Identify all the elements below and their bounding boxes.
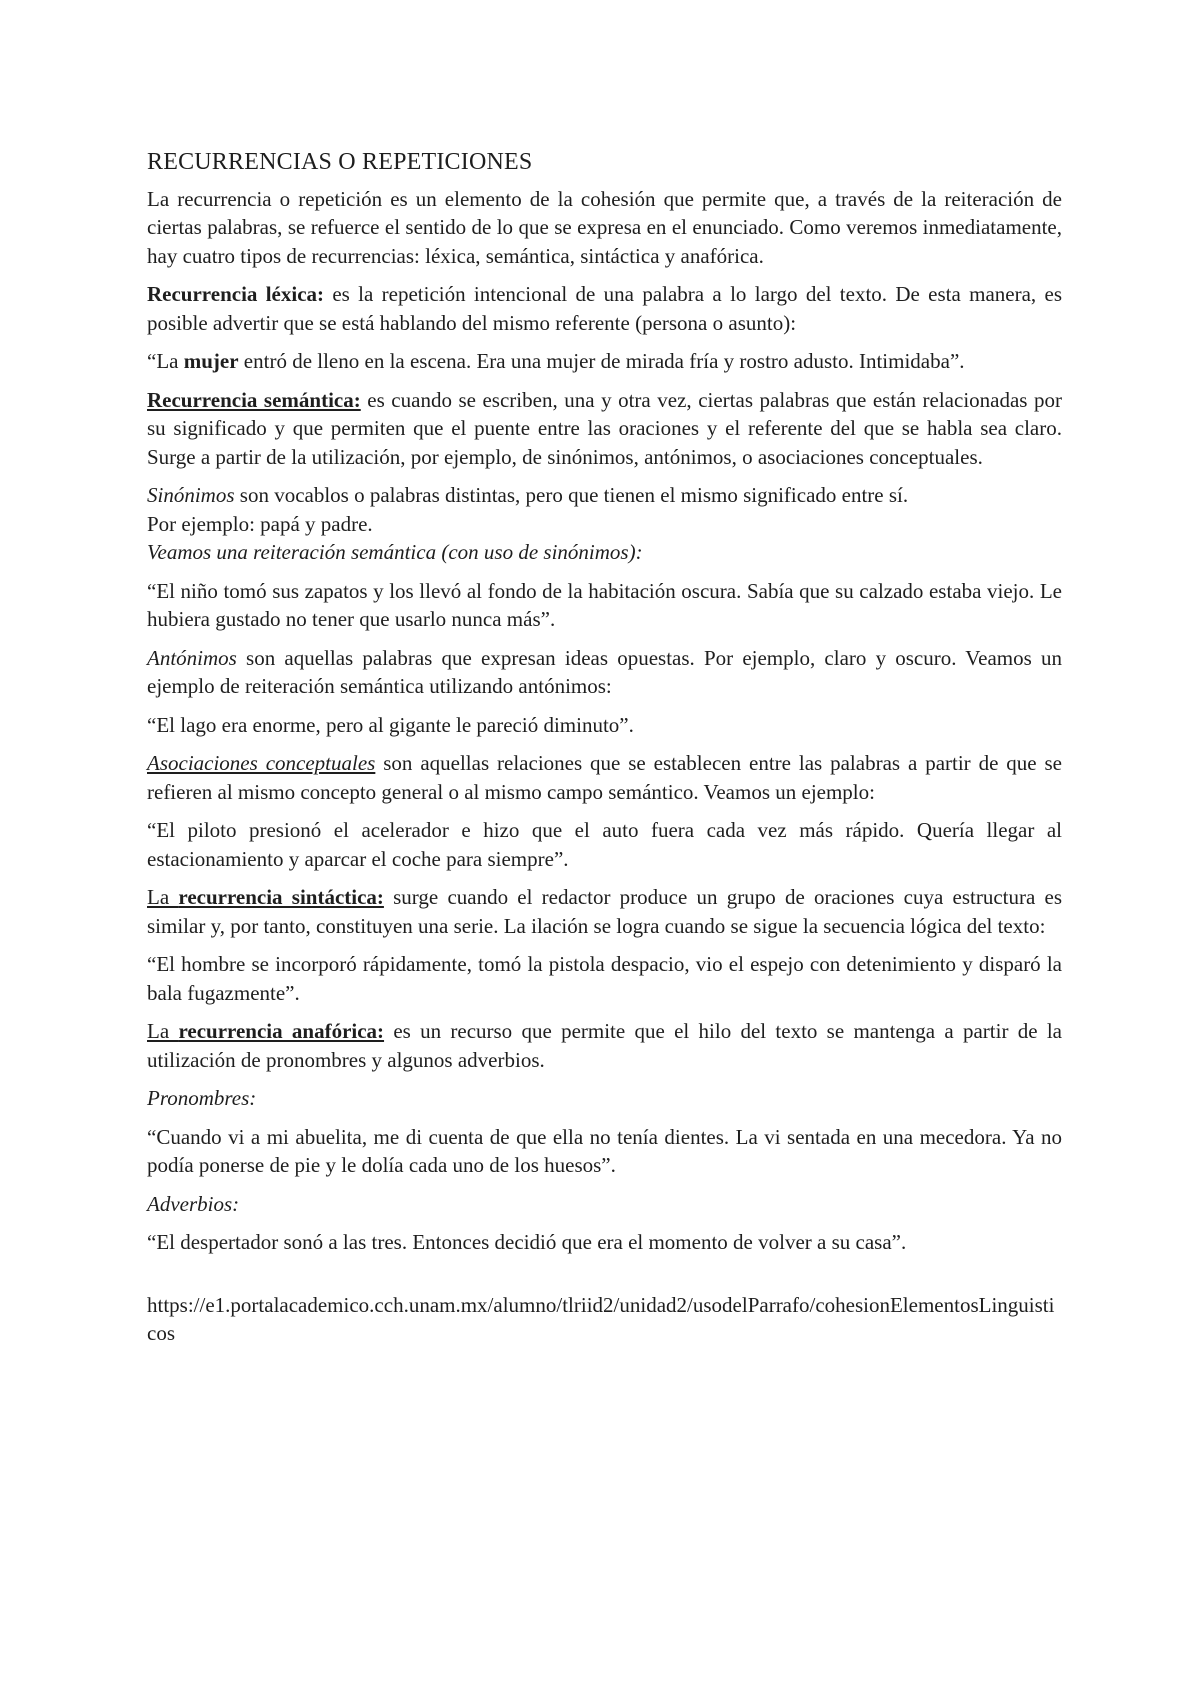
lexica-term: Recurrencia léxica: xyxy=(147,282,325,306)
lexica-text: es la repetición intencional de una palabra a lo largo del texto. De esta manera, es posible advertir que se está hablando del mismo referente (persona o asunto): xyxy=(147,282,1062,335)
sinonimos-text: son vocablos o palabras distintas, pero que tienen el mismo significado entre sí. xyxy=(234,483,909,507)
semantica-paragraph xyxy=(147,386,1062,472)
sintactica-example: “El hombre se incorporó rápidamente, tomó la pistola despacio, vio el espejo con detenimiento y disparó la bala fugazmente”. xyxy=(147,952,1062,1005)
sinonimos-lead: Veamos una reiteración semántica (con uso de sinónimos): xyxy=(147,540,643,564)
lexica-example-rest: entró de lleno en la escena. Era una mujer de mirada fría y rostro adusto. Intimidaba”. xyxy=(238,349,965,373)
sinonimos-term: Sinónimos xyxy=(147,483,235,507)
anaforica-paragraph xyxy=(147,1017,1062,1074)
asociaciones-text: son aquellas relaciones que se establecen entre las palabras a partir de que se refieren al mismo concepto general o al mismo campo semántico. Veamos un ejemplo: xyxy=(147,751,1063,804)
intro-paragraph: La recurrencia o repetición es un elemento de la cohesión que permite que, a través de la reiteración de ciertas palabras, se refuerce el sentido de lo que se expresa en el enunciado. Como veremos inmediatamente, hay cuatro tipos de recurrencias: léxica, semántica, sintáctica y anafórica. xyxy=(147,186,1062,268)
antonimos-example: “El lago era enorme, pero al gigante le pareció diminuto”. xyxy=(147,712,634,737)
sintactica-text: surge cuando el redactor produce un grupo de oraciones cuya estructura es similar y, por tanto, constituyen una serie. La ilación se logra cuando se sigue la secuencia lógica del texto: xyxy=(147,885,1063,938)
sintactica-paragraph xyxy=(147,883,1062,940)
anaforica-prefix: La xyxy=(147,1019,179,1043)
anaforica-term: recurrencia anafórica: xyxy=(178,1019,385,1043)
semantica-term: Recurrencia semántica: xyxy=(147,387,361,412)
asociaciones-term: Asociaciones conceptuales xyxy=(147,751,376,775)
antonimos-paragraph xyxy=(147,644,1062,701)
adverbios-example: “El despertador sonó a las tres. Entonces decidió que era el momento de volver a su casa”. xyxy=(147,1230,907,1254)
asociaciones-paragraph xyxy=(147,749,1062,806)
semantica-text: es cuando se escriben, una y otra vez, ciertas palabras que están relacionadas por su significado y que permiten que el puente entre las oraciones y el referente del que se habla sea claro. Surge a partir de la utilización, por ejemplo, de sinónimos, antónimos, o asociaciones conceptuales. xyxy=(147,387,1062,469)
document-body xyxy=(147,148,1062,1358)
source-url: https://e1.portalacademico.cch.unam.mx/alumno/tlriid2/unidad2/usodelParrafo/cohesionElementosLinguisticos xyxy=(147,1292,1055,1345)
sinonimos-example: “El niño tomó sus zapatos y los llevó al fondo de la habitación oscura. Sabía que su calzado estaba viejo. Le hubiera gustado no tener que usarlo nunca más”. xyxy=(147,578,1062,631)
lexica-example xyxy=(147,347,1062,376)
page-title: RECURRENCIAS O REPETICIONES xyxy=(147,149,533,175)
sinonimos-paragraph xyxy=(147,481,1062,567)
anaforica-text: es un recurso que permite que el hilo del texto se mantenga a partir de la utilización de pronombres y algunos adverbios. xyxy=(147,1019,1062,1072)
lexica-example-bold: mujer xyxy=(183,349,239,373)
adverbios-label: Adverbios: xyxy=(147,1191,240,1216)
pronombres-label: Pronombres: xyxy=(147,1086,257,1110)
antonimos-text: son aquellas palabras que expresan ideas opuestas. Por ejemplo, claro y oscuro. Veamos un ejemplo de reiteración semántica utilizando antónimos: xyxy=(147,645,1062,698)
lexica-example-open: “La xyxy=(147,349,184,373)
pronombres-example: “Cuando vi a mi abuelita, me di cuenta de que ella no tenía dientes. La vi sentada en una mecedora. Ya no podía ponerse de pie y le dolía cada uno de los huesos”. xyxy=(147,1124,1062,1177)
lexica-paragraph xyxy=(147,280,1062,337)
sinonimos-example-line: Por ejemplo: papá y padre. xyxy=(147,511,373,536)
sintactica-prefix: La xyxy=(147,885,179,909)
sintactica-term: recurrencia sintáctica: xyxy=(178,885,384,909)
asociaciones-example: “El piloto presionó el acelerador e hizo que el auto fuera cada vez más rápido. Quería llegar al estacionamiento y aparcar el coche para siempre”. xyxy=(147,818,1062,871)
antonimos-term: Antónimos xyxy=(147,645,237,670)
